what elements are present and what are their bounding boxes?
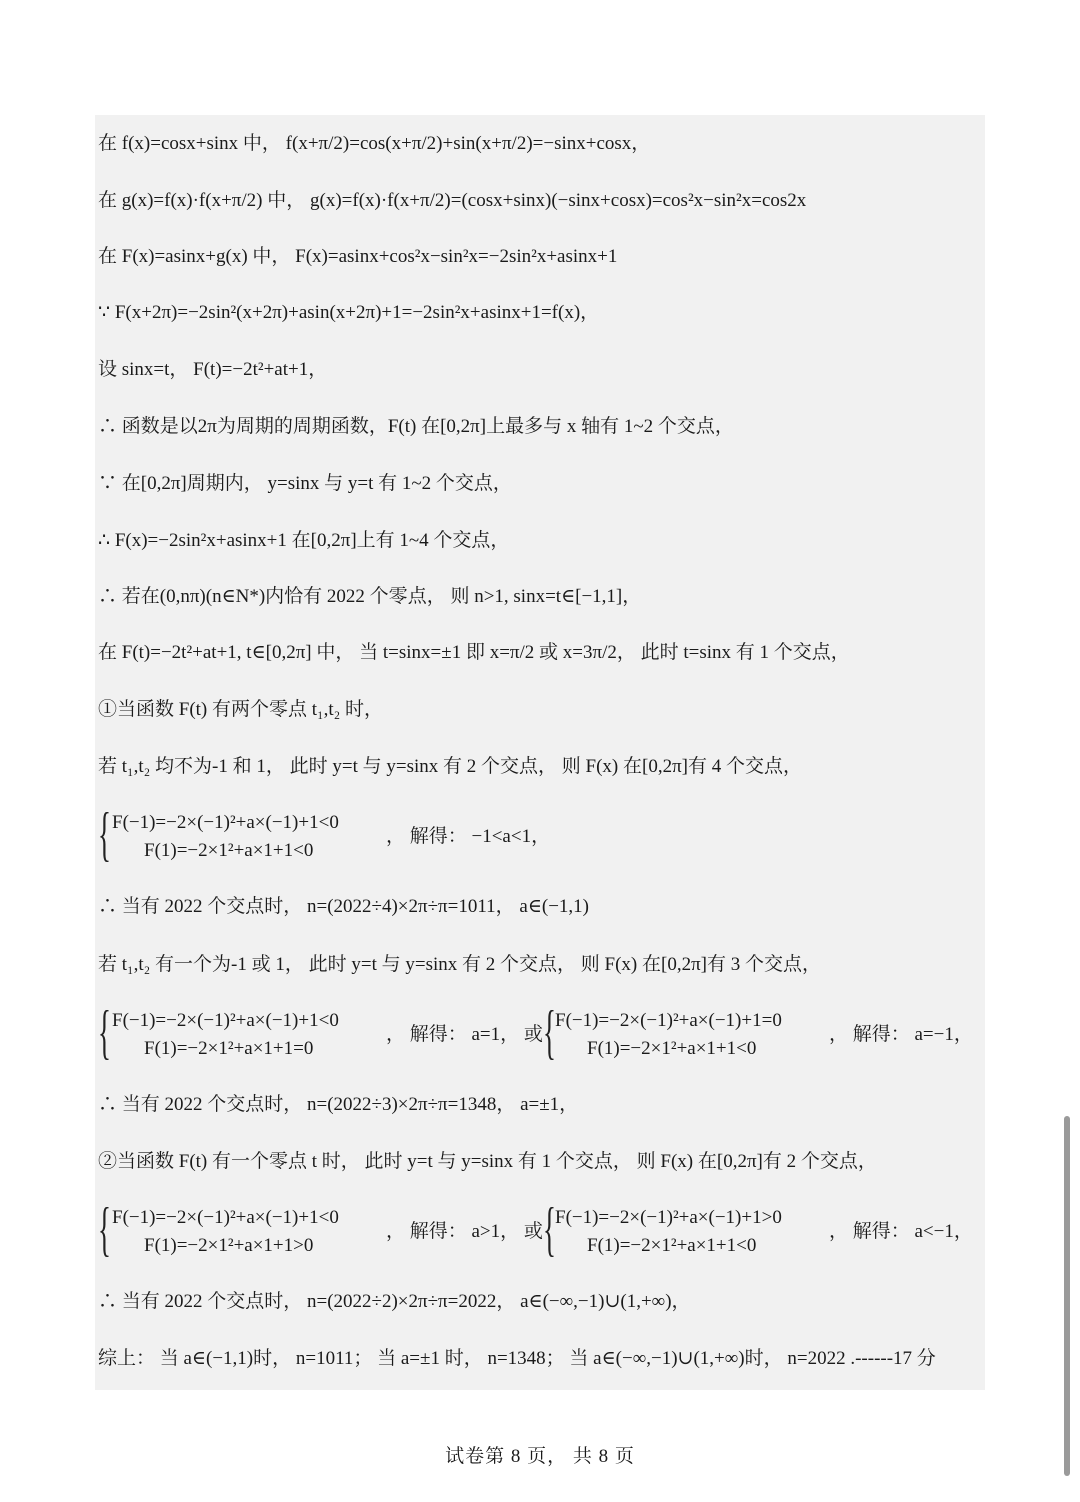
solution-line-4: ∵ F(x+2π)=−2sin²(x+2π)+asin(x+2π)+1=−2sin²x+asinx+1=f(x)， <box>98 302 600 323</box>
page-footer: 试卷第 8 页， 共 8 页 <box>445 1446 635 1467</box>
solution-line-9: ∴ 若在(0,nπ)(n∈N*)内恰有 2022 个零点， 则 n>1, sinx=t∈[−1,1]， <box>98 586 642 607</box>
system-row-1: F(−1)=−2×(−1)²+a×(−1)+1<0 <box>112 812 339 833</box>
left-brace: { <box>543 999 556 1065</box>
left-brace: { <box>543 1196 556 1262</box>
system-row-2: F(1)=−2×1²+a×1+1<0 <box>587 1235 757 1256</box>
system-row-2: F(1)=−2×1²+a×1+1<0 <box>587 1038 757 1059</box>
system-row-2: F(1)=−2×1²+a×1+1=0 <box>144 1038 314 1059</box>
left-brace: { <box>98 801 111 867</box>
solution-line-7: ∵ 在[0,2π]周期内， y=sinx 与 y=t 有 1~2 个交点， <box>98 473 512 494</box>
equation-system-5 <box>543 1196 983 1262</box>
solution-line-15: 若 t₁,t₂ 有一个为-1 或 1， 此时 y=t 与 y=sinx 有 2 个交点， 则 F(x) 在[0,2π]有 3 个交点， <box>98 954 821 975</box>
solution-line-18: ②当函数 F(t) 有一个零点 t 时， 此时 y=t 与 y=sinx 有 1 个交点， 则 F(x) 在[0,2π]有 2 个交点， <box>98 1151 877 1172</box>
system-row-1: F(−1)=−2×(−1)²+a×(−1)+1>0 <box>555 1207 782 1228</box>
system-row-1: F(−1)=−2×(−1)²+a×(−1)+1<0 <box>112 1010 339 1031</box>
equation-system-3 <box>543 999 983 1065</box>
solution-line-5: 设 sinx=t， F(t)=−2t²+at+1， <box>98 359 328 380</box>
system-result: ， 解得： a=−1， <box>829 1024 973 1045</box>
solution-line-8: ∴ F(x)=−2sin²x+asinx+1 在[0,2π]上有 1~4 个交点， <box>98 530 510 551</box>
system-result: ， 解得： −1<a<1， <box>386 826 551 847</box>
solution-line-20: ∴ 当有 2022 个交点时， n=(2022÷2)×2π÷π=2022， a∈(−∞,−1)∪(1,+∞)， <box>98 1291 691 1312</box>
system-row-1: F(−1)=−2×(−1)²+a×(−1)+1<0 <box>112 1207 339 1228</box>
solution-line-14: ∴ 当有 2022 个交点时， n=(2022÷4)×2π÷π=1011， a∈(−1,1) <box>98 896 590 917</box>
solution-line-17: ∴ 当有 2022 个交点时， n=(2022÷3)×2π÷π=1348， a=±1， <box>98 1094 579 1115</box>
solution-line-2: 在 g(x)=f(x)·f(x+π/2) 中， g(x)=f(x)·f(x+π/2)=(cosx+sinx)(−sinx+cosx)=cos²x−sin²x=cos2x <box>98 190 807 211</box>
solution-line-6: ∴ 函数是以2π为周期的周期函数，F(t) 在[0,2π]上最多与 x 轴有 1~2 个交点， <box>98 416 734 437</box>
system-result: ， 解得： a<−1， <box>829 1221 973 1242</box>
solution-line-10: 在 F(t)=−2t²+at+1, t∈[0,2π] 中， 当 t=sinx=±1 即 x=π/2 或 x=3π/2， 此时 t=sinx 有 1 个交点， <box>98 642 850 663</box>
solution-line-3: 在 F(x)=asinx+g(x) 中， F(x)=asinx+cos²x−sin²x=−2sin²x+asinx+1 <box>98 246 618 267</box>
system-result: ， 解得： a=1， 或 <box>386 1024 543 1045</box>
system-result: ， 解得： a>1， 或 <box>386 1221 543 1242</box>
left-brace: { <box>98 999 111 1065</box>
solution-line-21: 综上： 当 a∈(−1,1)时， n=1011； 当 a=±1 时， n=1348； 当 a∈(−∞,−1)∪(1,+∞)时， n=2022 .------17 分 <box>98 1348 936 1369</box>
equation-system-1 <box>98 801 980 867</box>
solution-line-1: 在 f(x)=cosx+sinx 中， f(x+π/2)=cos(x+π/2)+sin(x+π/2)=−sinx+cosx， <box>98 133 651 154</box>
solution-line-11: ①当函数 F(t) 有两个零点 t₁,t₂ 时， <box>98 699 384 720</box>
system-row-2: F(1)=−2×1²+a×1+1<0 <box>144 840 314 861</box>
vertical-scrollbar[interactable] <box>1064 1116 1070 1476</box>
solution-line-12: 若 t₁,t₂ 均不为-1 和 1， 此时 y=t 与 y=sinx 有 2 个交点， 则 F(x) 在[0,2π]有 4 个交点， <box>98 756 802 777</box>
system-row-2: F(1)=−2×1²+a×1+1>0 <box>144 1235 314 1256</box>
left-brace: { <box>98 1196 111 1262</box>
system-row-1: F(−1)=−2×(−1)²+a×(−1)+1=0 <box>555 1010 782 1031</box>
